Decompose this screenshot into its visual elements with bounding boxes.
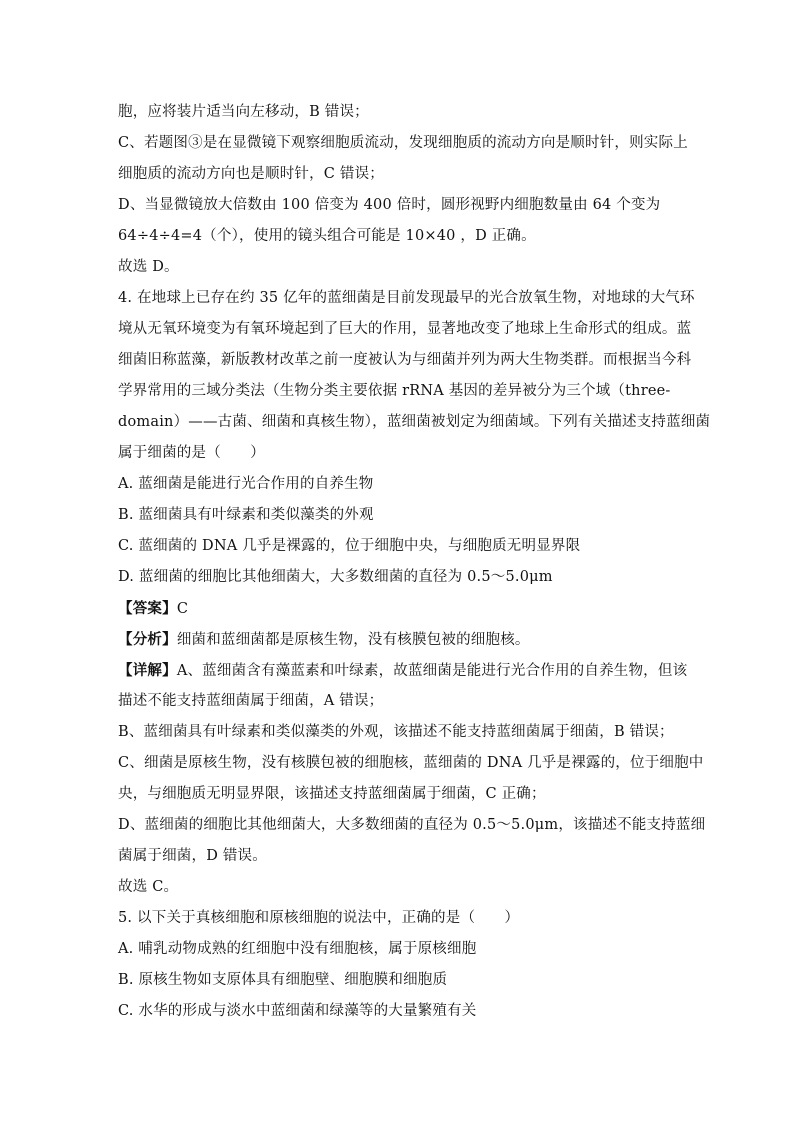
analysis-text: 细菌和蓝细菌都是原核生物，没有核膜包被的细胞核。	[176, 632, 530, 648]
option-d: D. 蓝细菌的细胞比其他细菌大，大多数细菌的直径为 0.5～5.0μm	[118, 569, 553, 585]
text-line: C、若题图③是在显微镜下观察细胞质流动，发现细胞质的流动方向是顺时针，则实际上	[118, 135, 688, 151]
detail-tag: 【详解】	[118, 662, 177, 679]
text-line: 描述不能支持蓝细菌属于细菌，A 错误；	[118, 693, 384, 709]
answer-line	[118, 593, 680, 624]
text-line: 细菌旧称蓝藻，新版教材改革之前一度被认为与细菌并列为两大生物类群。而根据当今科	[118, 352, 692, 368]
question-5-stem: 5. 以下关于真核细胞和原核细胞的说法中，正确的是（ ）	[118, 910, 520, 926]
text-line: 菌属于细菌，D 错误。	[118, 848, 267, 864]
text-line: domain）——古菌、细菌和真核生物），蓝细菌被划定为细菌域。下列有关描述支持蓝细菌	[118, 414, 711, 430]
text-line: 故选 C。	[118, 879, 179, 895]
text-line: C、细菌是原核生物，没有核膜包被的细胞核，蓝细菌的 DNA 几乎是裸露的，位于细胞中	[118, 755, 704, 771]
text-line: D、当显微镜放大倍数由 100 倍变为 400 倍时，圆形视野内细胞数量由 64 个变为	[118, 197, 661, 213]
analysis-tag: 【分析】	[118, 631, 177, 648]
text-line: 央，与细胞质无明显界限，该描述支持蓝细菌属于细菌，C 正确；	[118, 786, 546, 802]
detail-line	[118, 655, 688, 686]
text-line: 属于细菌的是（ ）	[118, 445, 265, 461]
option-c: C. 水华的形成与淡水中蓝细菌和绿藻等的大量繁殖有关	[118, 1003, 477, 1019]
detail-text: A、蓝细菌含有藻蓝素和叶绿素，故蓝细菌是能进行光合作用的自养生物，但该	[176, 663, 688, 679]
text-line: 细胞质的流动方向也是顺时针，C 错误；	[118, 166, 385, 182]
text-line: 胞，应将装片适当向左移动，B 错误；	[118, 104, 369, 120]
text-line: 境从无氧环境变为有氧环境起到了巨大的作用，显著地改变了地球上生命形式的组成。蓝	[118, 321, 692, 337]
text-line: D、蓝细菌的细胞比其他细菌大，大多数细菌的直径为 0.5～5.0μm，该描述不能支持蓝细	[118, 817, 706, 833]
answer-tag: 【答案】	[118, 600, 177, 617]
text-line: B、蓝细菌具有叶绿素和类似藻类的外观，该描述不能支持蓝细菌属于细菌，B 错误；	[118, 724, 674, 740]
answer-value: C	[176, 601, 189, 617]
text-line: 故选 D。	[118, 259, 179, 275]
text-line: 64÷4÷4=4（个），使用的镜头组合可能是 10×40 ，D 正确。	[118, 228, 536, 244]
option-b: B. 原核生物如支原体具有细胞壁、细胞膜和细胞质	[118, 972, 448, 988]
text-line: 学界常用的三域分类法（生物分类主要依据 rRNA 基因的差异被分为三个域（three-	[118, 383, 671, 399]
analysis-line	[118, 624, 680, 655]
option-a: A. 哺乳动物成熟的红细胞中没有细胞核，属于原核细胞	[118, 941, 477, 957]
question-4-stem: 4. 在地球上已存在约 35 亿年的蓝细菌是目前发现最早的光合放氧生物，对地球的大气环	[118, 290, 695, 306]
option-c: C. 蓝细菌的 DNA 几乎是裸露的，位于细胞中央，与细胞质无明显界限	[118, 538, 581, 554]
document-page	[118, 97, 711, 1027]
option-a: A. 蓝细菌是能进行光合作用的自养生物	[118, 476, 374, 492]
option-b: B. 蓝细菌具有叶绿素和类似藻类的外观	[118, 507, 374, 523]
